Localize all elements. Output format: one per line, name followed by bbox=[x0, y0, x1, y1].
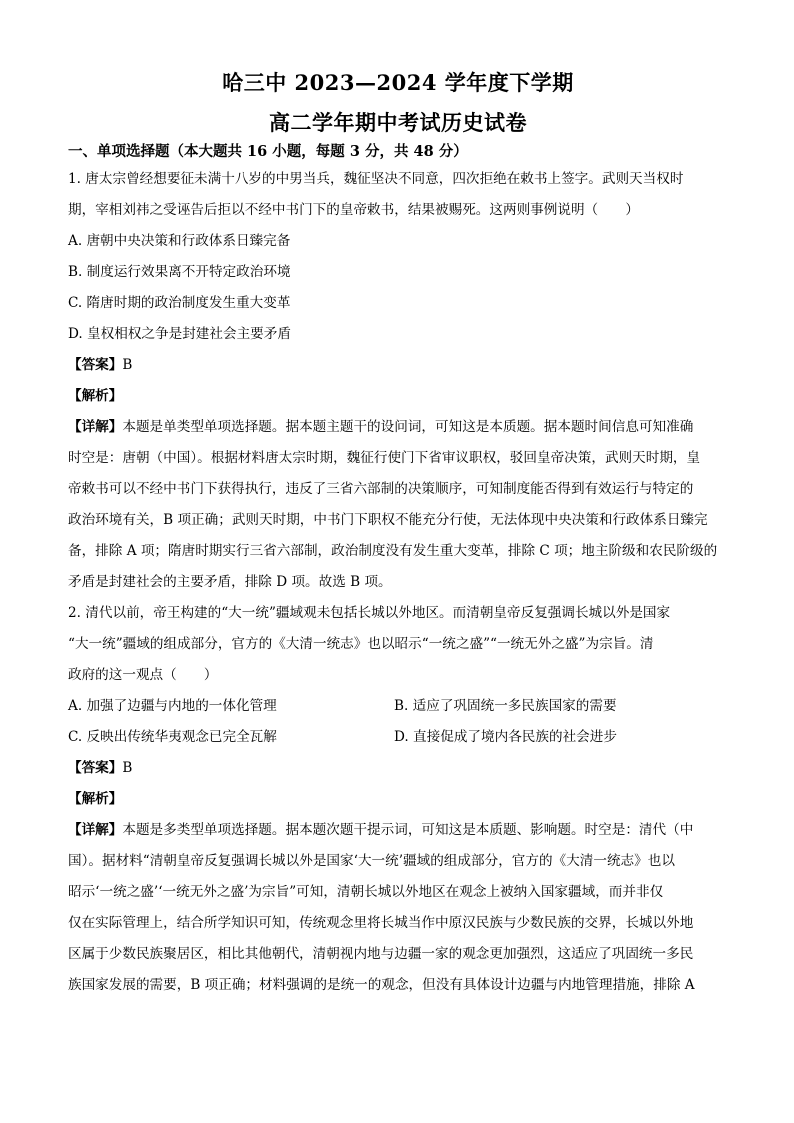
question-stem-line: 期，宰相刘祎之受诬告后拒以不经中书门下的皇帝敕书，结果被赐死。这两则事例说明（ ） bbox=[68, 202, 639, 218]
detail-text: 本题是单类型单项选择题。据本题主题干的设问词，可知这是本质题。据本题时间信息可知准确 bbox=[122, 419, 694, 435]
option-a: A. 加强了边疆与内地的一体化管理 bbox=[68, 698, 277, 714]
detail-text: 本题是多类型单项选择题。据本题次题干提示词，可知这是本质题、影响题。时空是：清代（中 bbox=[122, 822, 694, 838]
detail-line: 国）。据材料“清朝皇帝反复强调长城以外是国家‘大一统’疆域的组成部分，官方的《大清一统志》也以 bbox=[68, 853, 675, 869]
detail-line: 区属于少数民族聚居区，相比其他朝代，清朝视内地与边疆一家的观念更加强烈，这适应了巩固统一多民 bbox=[68, 946, 694, 962]
answer-line: 【答案】B bbox=[68, 357, 133, 373]
option-row bbox=[68, 722, 728, 753]
detail-line: 帝敕书可以不经中书门下获得执行，违反了三省六部制的决策顺序，可知制度能否得到有效运行与特定的 bbox=[68, 481, 694, 497]
answer-value: B bbox=[122, 357, 133, 373]
detail-line: 族国家发展的需要，B 项正确；材料强调的是统一的观念，但没有具体设计边疆与内地管理措施，排除 A bbox=[68, 977, 695, 993]
page-title-line-1: 哈三中 2023—2024 学年度下学期 bbox=[222, 70, 574, 95]
analysis-label: 解析 bbox=[81, 791, 109, 807]
section-heading: 一、单项选择题（本大题共 16 小题，每题 3 分，共 48 分） bbox=[68, 143, 468, 160]
detail-line: 【详解】本题是单类型单项选择题。据本题主题干的设问词，可知这是本质题。据本题时间信息可知准确 bbox=[68, 419, 694, 435]
option-d: D. 直接促成了境内各民族的社会进步 bbox=[394, 729, 617, 745]
detail-line: 【详解】本题是多类型单项选择题。据本题次题干提示词，可知这是本质题、影响题。时空是：清代（中 bbox=[68, 822, 694, 838]
detail-line: 仅在实际管理上，结合所学知识可知，传统观念里将长城当作中原汉民族与少数民族的交界，长城以外地 bbox=[68, 915, 694, 931]
question-stem-line: 1. 唐太宗曾经想要征未满十八岁的中男当兵，魏征坚决不同意，四次拒绝在敕书上签字。武则天当权时 bbox=[68, 171, 684, 187]
option-d: D. 皇权相权之争是封建社会主要矛盾 bbox=[68, 326, 291, 342]
question-2 bbox=[68, 598, 728, 1001]
analysis-label: 解析 bbox=[81, 388, 109, 404]
detail-label: 详解 bbox=[81, 419, 109, 435]
option-b: B. 适应了巩固统一多民族国家的需要 bbox=[394, 698, 617, 714]
answer-label: 答案 bbox=[81, 357, 109, 373]
question-stem-line: 政府的这一观点（ ） bbox=[68, 667, 218, 683]
detail-line: 备，排除 A 项；隋唐时期实行三省六部制，政治制度没有发生重大变革，排除 C 项；地主阶级和农民阶级的 bbox=[68, 543, 718, 559]
detail-line: 昭示‘一统之盛’‘一统无外之盛’为宗旨”可知，清朝长城以外地区在观念上被纳入国家疆域，而并非仅 bbox=[68, 884, 664, 900]
question-stem-line: “大一统”疆域的组成部分，官方的《大清一统志》也以昭示“一统之盛”“一统无外之盛”为宗旨。清 bbox=[68, 636, 654, 652]
option-c: C. 反映出传统华夷观念已完全瓦解 bbox=[68, 729, 277, 745]
detail-line: 时空是：唐朝（中国）。根据材料唐太宗时期，魏征行使门下省审议职权，驳回皇帝决策，武则天时期，皇 bbox=[68, 450, 701, 466]
question-1 bbox=[68, 164, 728, 598]
option-row bbox=[68, 691, 728, 722]
answer-line: 【答案】B bbox=[68, 760, 133, 776]
analysis-line: 【解析】 bbox=[68, 791, 123, 807]
answer-label: 答案 bbox=[81, 760, 109, 776]
detail-label: 详解 bbox=[81, 822, 109, 838]
detail-line: 矛盾是封建社会的主要矛盾，排除 D 项。故选 B 项。 bbox=[68, 574, 392, 590]
detail-line: 政治环境有关，B 项正确；武则天时期，中书门下职权不能充分行使，无法体现中央决策和行政体系日臻完 bbox=[68, 512, 708, 528]
page-title-line-2: 高二学年期中考试历史试卷 bbox=[269, 110, 527, 135]
option-a: A. 唐朝中央决策和行政体系日臻完备 bbox=[68, 233, 291, 249]
answer-value: B bbox=[122, 760, 133, 776]
analysis-line: 【解析】 bbox=[68, 388, 123, 404]
option-b: B. 制度运行效果离不开特定政治环境 bbox=[68, 264, 291, 280]
option-c: C. 隋唐时期的政治制度发生重大变革 bbox=[68, 295, 291, 311]
question-stem-line: 2. 清代以前，帝王构建的“大一统”疆域观未包括长城以外地区。而清朝皇帝反复强调长城以外是国家 bbox=[68, 605, 671, 621]
